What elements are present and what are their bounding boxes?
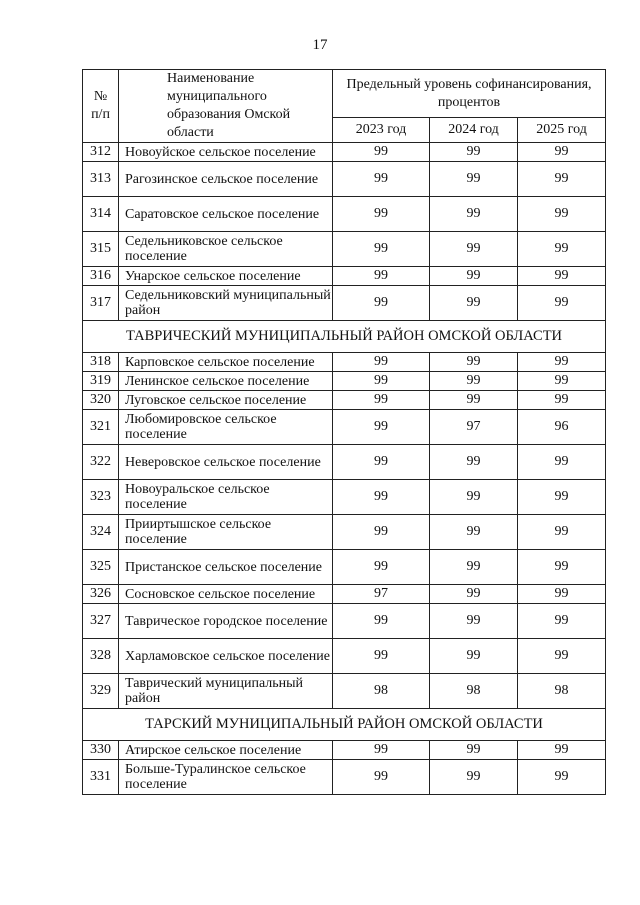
table-row [83, 515, 606, 550]
row-number: 323 [83, 480, 119, 515]
value-2023: 99 [333, 353, 430, 372]
header-number [83, 70, 119, 143]
table-row [83, 639, 606, 674]
table-row [83, 143, 606, 162]
value-2023: 99 [333, 232, 430, 267]
value-2024: 97 [430, 410, 518, 445]
table-row [83, 410, 606, 445]
row-number: 312 [83, 143, 119, 162]
row-number: 328 [83, 639, 119, 674]
value-2023: 99 [333, 550, 430, 585]
row-number: 330 [83, 741, 119, 760]
value-2024: 99 [430, 232, 518, 267]
header-year-2023: 2023 год [333, 118, 430, 143]
value-2024: 99 [430, 585, 518, 604]
table-row [83, 585, 606, 604]
row-number: 313 [83, 162, 119, 197]
row-number: 316 [83, 267, 119, 286]
header-name-label: Наименование муниципального образования Омской области [167, 71, 291, 140]
header-cofinancing-level [333, 70, 606, 118]
municipality-name: Ленинское сельское поселение [119, 372, 333, 391]
value-2024: 99 [430, 445, 518, 480]
value-2023: 99 [333, 741, 430, 760]
value-2023: 99 [333, 445, 430, 480]
table-row [83, 674, 606, 709]
row-number: 321 [83, 410, 119, 445]
table-body [83, 143, 606, 795]
value-2023: 99 [333, 162, 430, 197]
row-number: 326 [83, 585, 119, 604]
table-row [83, 372, 606, 391]
header-year-2025: 2025 год [518, 118, 606, 143]
municipality-name: Любомировское сельское поселение [119, 410, 333, 445]
municipality-name: Рагозинское сельское поселение [119, 162, 333, 197]
table-row [83, 445, 606, 480]
header-level-label: Предельный уровень софинансирования, процентов [346, 76, 592, 110]
municipality-name: Новоуральское сельское поселение [119, 480, 333, 515]
value-2024: 99 [430, 741, 518, 760]
municipality-name: Атирское сельское поселение [119, 741, 333, 760]
table-row [83, 741, 606, 760]
municipality-name: Таврический муниципальный район [119, 674, 333, 709]
value-2024: 99 [430, 162, 518, 197]
value-2023: 99 [333, 480, 430, 515]
header-number-label: № п/п [91, 89, 110, 122]
value-2025: 99 [518, 585, 606, 604]
value-2025: 99 [518, 391, 606, 410]
municipality-name: Новоуйское сельское поселение [119, 143, 333, 162]
value-2023: 99 [333, 143, 430, 162]
cofinancing-table [82, 69, 606, 795]
table-row [83, 391, 606, 410]
value-2025: 99 [518, 760, 606, 795]
row-number: 317 [83, 286, 119, 321]
value-2023: 99 [333, 197, 430, 232]
value-2025: 99 [518, 741, 606, 760]
row-number: 320 [83, 391, 119, 410]
section-row [83, 321, 606, 353]
municipality-name: Таврическое городское поселение [119, 604, 333, 639]
table-row [83, 760, 606, 795]
row-number: 322 [83, 445, 119, 480]
municipality-name: Неверовское сельское поселение [119, 445, 333, 480]
table-header [83, 70, 606, 143]
value-2023: 99 [333, 391, 430, 410]
value-2023: 99 [333, 639, 430, 674]
value-2023: 99 [333, 604, 430, 639]
row-number: 324 [83, 515, 119, 550]
row-number: 315 [83, 232, 119, 267]
header-name [119, 70, 333, 143]
table-row [83, 286, 606, 321]
value-2025: 99 [518, 267, 606, 286]
value-2025: 99 [518, 197, 606, 232]
municipality-name: Седельниковский муниципальный район [119, 286, 333, 321]
value-2025: 99 [518, 445, 606, 480]
value-2024: 99 [430, 286, 518, 321]
value-2025: 99 [518, 604, 606, 639]
section-title: ТАРСКИЙ МУНИЦИПАЛЬНЫЙ РАЙОН ОМСКОЙ ОБЛАСТИ [83, 709, 606, 741]
value-2024: 99 [430, 515, 518, 550]
municipality-name: Седельниковское сельское поселение [119, 232, 333, 267]
row-number: 331 [83, 760, 119, 795]
value-2024: 99 [430, 267, 518, 286]
value-2024: 98 [430, 674, 518, 709]
value-2024: 99 [430, 639, 518, 674]
municipality-name: Саратовское сельское поселение [119, 197, 333, 232]
row-number: 318 [83, 353, 119, 372]
table-row [83, 267, 606, 286]
municipality-name: Унарское сельское поселение [119, 267, 333, 286]
value-2023: 99 [333, 267, 430, 286]
row-number: 319 [83, 372, 119, 391]
value-2025: 99 [518, 639, 606, 674]
value-2024: 99 [430, 197, 518, 232]
municipality-name: Луговское сельское поселение [119, 391, 333, 410]
value-2023: 99 [333, 410, 430, 445]
table-row [83, 162, 606, 197]
value-2025: 99 [518, 353, 606, 372]
section-title: ТАВРИЧЕСКИЙ МУНИЦИПАЛЬНЫЙ РАЙОН ОМСКОЙ ОБЛАСТИ [83, 321, 606, 353]
section-row [83, 709, 606, 741]
value-2025: 99 [518, 550, 606, 585]
row-number: 327 [83, 604, 119, 639]
table-row [83, 480, 606, 515]
row-number: 314 [83, 197, 119, 232]
municipality-name: Больше-Туралинское сельское поселение [119, 760, 333, 795]
value-2023: 99 [333, 286, 430, 321]
value-2024: 99 [430, 550, 518, 585]
value-2025: 98 [518, 674, 606, 709]
municipality-name: Карповское сельское поселение [119, 353, 333, 372]
value-2023: 97 [333, 585, 430, 604]
row-number: 325 [83, 550, 119, 585]
table-row [83, 353, 606, 372]
value-2024: 99 [430, 143, 518, 162]
municipality-name: Сосновское сельское поселение [119, 585, 333, 604]
value-2025: 99 [518, 232, 606, 267]
value-2025: 96 [518, 410, 606, 445]
value-2024: 99 [430, 480, 518, 515]
value-2025: 99 [518, 286, 606, 321]
value-2024: 99 [430, 353, 518, 372]
row-number: 329 [83, 674, 119, 709]
value-2023: 99 [333, 515, 430, 550]
header-year-2024: 2024 год [430, 118, 518, 143]
page-number: 17 [312, 37, 328, 53]
value-2023: 99 [333, 760, 430, 795]
table-row [83, 604, 606, 639]
table-row [83, 197, 606, 232]
municipality-name: Пристанское сельское поселение [119, 550, 333, 585]
value-2024: 99 [430, 760, 518, 795]
value-2025: 99 [518, 480, 606, 515]
value-2025: 99 [518, 162, 606, 197]
municipality-name: Прииртышское сельское поселение [119, 515, 333, 550]
value-2023: 99 [333, 372, 430, 391]
value-2025: 99 [518, 143, 606, 162]
value-2024: 99 [430, 604, 518, 639]
table-row [83, 232, 606, 267]
value-2024: 99 [430, 391, 518, 410]
municipality-name: Харламовское сельское поселение [119, 639, 333, 674]
table-row [83, 550, 606, 585]
value-2025: 99 [518, 515, 606, 550]
value-2024: 99 [430, 372, 518, 391]
value-2025: 99 [518, 372, 606, 391]
value-2023: 98 [333, 674, 430, 709]
